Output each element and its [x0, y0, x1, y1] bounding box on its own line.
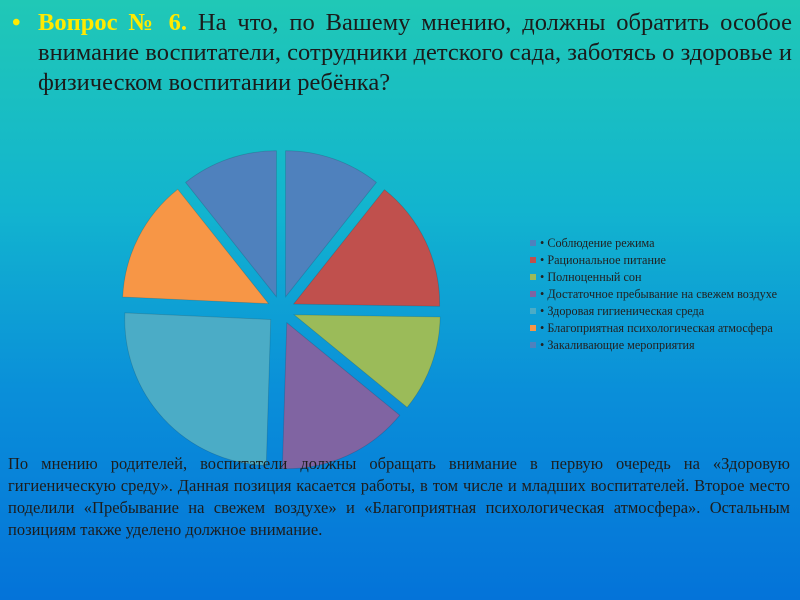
legend-item — [530, 253, 780, 268]
legend-item — [530, 338, 780, 353]
legend-label: • Закаливающие мероприятия — [540, 338, 695, 352]
legend-swatch — [530, 342, 536, 348]
legend-swatch — [530, 240, 536, 246]
question-text: На что, по Вашему мнению, должны обратить особое внимание воспитатели, сотрудники детского сада, заботясь о здоровье и физическом воспитании ребёнка? — [38, 9, 792, 96]
legend-swatch — [530, 325, 536, 331]
legend-swatch — [530, 274, 536, 280]
pie-slice — [125, 313, 271, 466]
legend-label: • Соблюдение режима — [540, 236, 655, 250]
answer-text: По мнению родителей, воспитатели должны обращать внимание в первую очередь на «Здоровую гигиеническую среду». Данная позиция касается работы, в том числе и младших воспитателей. Второе место поделили «Пребывание на свежем воздухе» и «Благоприятная психологическая атмосфера». Остальным позициям также уделено должное внимание. — [8, 454, 790, 539]
legend-label: • Достаточное пребывание на свежем воздухе — [540, 287, 777, 301]
legend-label: • Полноценный сон — [540, 270, 642, 284]
legend-item — [530, 236, 780, 251]
legend-label: • Рациональное питание — [540, 253, 666, 267]
legend-swatch — [530, 257, 536, 263]
legend-swatch — [530, 291, 536, 297]
legend-item — [530, 270, 780, 285]
question-number: Вопрос № 6. — [38, 9, 188, 36]
question-bullet: • — [12, 9, 21, 36]
legend-item — [530, 321, 780, 336]
legend-item — [530, 287, 780, 302]
chart-legend — [530, 236, 780, 355]
legend-label: • Благоприятная психологическая атмосфера — [540, 321, 773, 335]
legend-item — [530, 304, 780, 319]
legend-swatch — [530, 308, 536, 314]
legend-label: • Здоровая гигиеническая среда — [540, 304, 705, 318]
